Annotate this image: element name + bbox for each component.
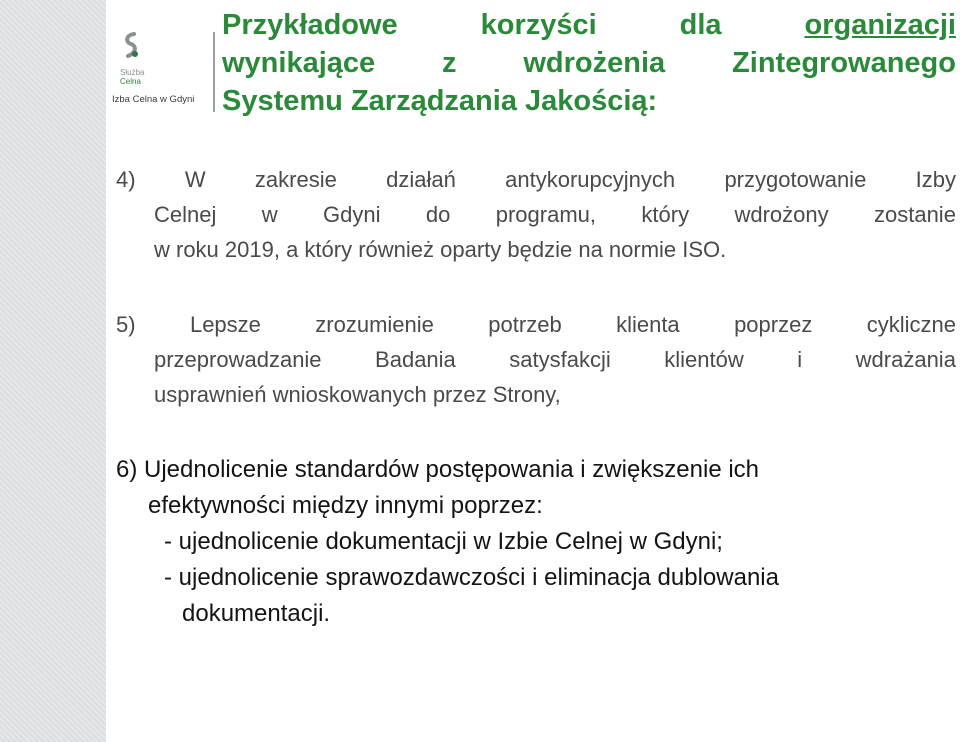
word: 5) xyxy=(116,312,136,337)
page-title xyxy=(222,6,956,120)
logo-divider xyxy=(213,32,215,112)
title-word-underlined: organizacji xyxy=(804,9,956,41)
word: który xyxy=(641,202,690,227)
word: wdrożony xyxy=(734,202,829,227)
title-word: Przykładowe xyxy=(222,9,398,41)
logo-line2: Celna xyxy=(120,77,141,86)
item6-line-2: efektywności między innymi poprzez: xyxy=(148,492,543,519)
word: programu, xyxy=(495,202,597,227)
title-line-3: Systemu Zarządzania Jakością: xyxy=(222,85,658,117)
word: Badania xyxy=(375,347,456,372)
word: Celnej xyxy=(154,202,217,227)
title-word: z xyxy=(442,47,457,79)
word: zostanie xyxy=(873,202,956,227)
word: potrzeb xyxy=(488,312,562,337)
title-word: korzyści xyxy=(480,9,597,41)
word: w xyxy=(261,202,278,227)
title-word: dla xyxy=(679,9,722,41)
word: W xyxy=(184,167,206,192)
word: zrozumienie xyxy=(315,312,434,337)
word: zakresie xyxy=(254,167,337,192)
item6-line-1: 6) Ujednolicenie standardów postępowania i zwiększenie ich xyxy=(116,456,760,483)
sidebar-decoration xyxy=(0,0,106,742)
logo-line1: Służba xyxy=(120,68,145,77)
item4-line-2 xyxy=(116,197,956,232)
word: 4) xyxy=(116,167,136,192)
item6-bullet-2-continuation: dokumentacji. xyxy=(182,600,331,627)
word: poprzez xyxy=(734,312,813,337)
item5-line-2 xyxy=(116,342,956,377)
title-line-1 xyxy=(222,6,956,44)
word: cykliczne xyxy=(866,312,956,337)
item4-line-3: w roku 2019, a który również oparty będzie na normie ISO. xyxy=(154,237,727,262)
title-word: wdrożenia xyxy=(523,47,666,79)
list-item-6 xyxy=(116,452,956,632)
item5-line-3: usprawnień wnioskowanych przez Strony, xyxy=(154,382,561,407)
logo xyxy=(112,28,212,108)
customs-logo-icon xyxy=(120,32,142,62)
word: klientów xyxy=(664,347,744,372)
title-line-2 xyxy=(222,44,956,82)
list-item-5 xyxy=(116,307,956,412)
word: Lepsze xyxy=(189,312,261,337)
word: przeprowadzanie xyxy=(154,347,322,372)
word: Izby xyxy=(915,167,956,192)
item6-bullet-1: - ujednolicenie dokumentacji w Izbie Celnej w Gdyni; xyxy=(164,528,723,555)
title-word: Zintegrowanego xyxy=(732,47,956,79)
logo-text xyxy=(120,68,144,86)
word: i xyxy=(797,347,803,372)
list-item-4 xyxy=(116,162,956,267)
word: działań xyxy=(386,167,456,192)
word: Gdyni xyxy=(323,202,381,227)
item5-line-1 xyxy=(116,307,956,342)
item6-bullet-2: - ujednolicenie sprawozdawczości i eliminacja dublowania xyxy=(164,564,779,591)
word: przygotowanie xyxy=(724,167,867,192)
word: antykorupcyjnych xyxy=(505,167,676,192)
logo-caption: Izba Celna w Gdyni xyxy=(112,94,195,105)
title-word: wynikające xyxy=(222,47,376,79)
word: wdrażania xyxy=(855,347,956,372)
word: satysfakcji xyxy=(509,347,611,372)
word: do xyxy=(425,202,451,227)
item4-line-1 xyxy=(116,162,956,197)
word: klienta xyxy=(616,312,680,337)
